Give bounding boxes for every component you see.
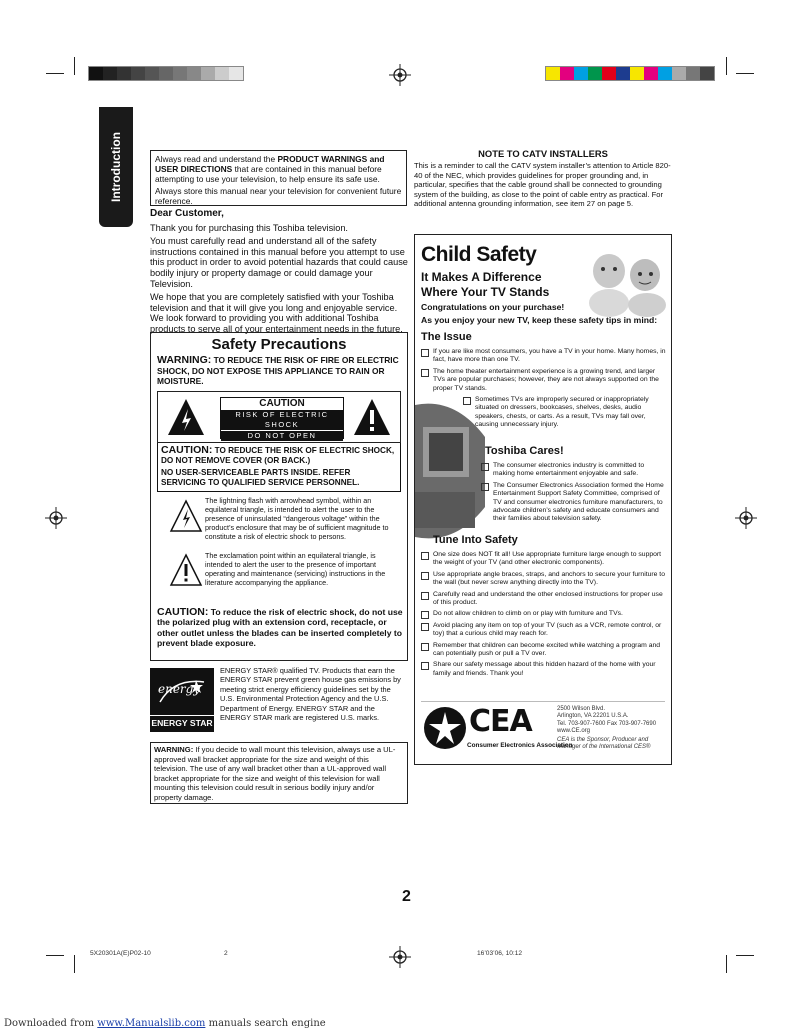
color-swatch — [215, 67, 229, 80]
wall-mount-warning-box: WARNING: If you decide to wall mount this television, always use a UL-approved wall bracket appropriate for the size and weight of this television. The use of any wall bracket other than a UL-approved wall bracket appropriate for the size and weight of this television for wall mounting this television could result in serious bodily injury and/or property damage. — [150, 742, 408, 804]
cares-item: The consumer electronics industry is committed to making home entertainment enjoyable and safe. — [481, 462, 667, 479]
polarized-plug-caution: CAUTION: To reduce the risk of electric shock, do not use the polarized plug with an extension cord, receptacle, or other outlet unless the blades can be inserted completely to prevent blade exposure. — [157, 606, 403, 649]
registration-mark-icon — [45, 507, 67, 529]
issue-title: The Issue — [421, 331, 472, 343]
tune-item: Remember that children can become excited while watching a program and can potentially push or pull a TV over. — [421, 642, 667, 659]
issue-list — [421, 348, 667, 433]
exclamation-description: The exclamation point within an equilateral triangle, is intended to alert the user to the presence of important operating and maintenance (servicing) instructions in the literature accompanying the appliance. — [205, 551, 386, 587]
color-swatch — [616, 67, 630, 80]
lightning-symbol-icon — [169, 499, 203, 533]
crop-mark — [726, 57, 727, 75]
energy-star-text: ENERGY STAR® qualified TV. Products that earn the ENERGY STAR prevent green house gas emissions by meeting strict energy efficiency guidelines set by the U.S. Environmental Protection Agency and the U.S. Department of Energy. ENERGY STAR and the ENERGY STAR mark are registered U.S. marks. — [220, 666, 401, 723]
download-line: Downloaded from www.Manualslib.com manuals search engine — [4, 1018, 326, 1029]
toshiba-cares-title: Toshiba Cares! — [485, 445, 564, 457]
crop-mark — [74, 955, 75, 973]
color-swatch — [686, 67, 700, 80]
color-swatch — [672, 67, 686, 80]
grayscale-bar — [88, 66, 244, 81]
warning-text: WARNING: TO REDUCE THE RISK OF FIRE OR ELECTRIC SHOCK, DO NOT EXPOSE THIS APPLIANCE TO RAIN OR MOISTURE. — [157, 354, 399, 387]
color-swatch — [630, 67, 644, 80]
catv-title: NOTE TO CATV INSTALLERS — [478, 148, 608, 159]
color-swatch — [117, 67, 131, 80]
crop-mark — [736, 955, 754, 956]
tune-list — [421, 551, 667, 681]
color-swatch — [602, 67, 616, 80]
color-swatch — [173, 67, 187, 80]
cea-name: Consumer Electronics Association — [467, 742, 573, 749]
paragraph: You must carefully read and understand all of the safety instructions contained in this manual before you attempt to use this product in order to avoid potential hazards that could cause bodily injury or property damage or could damage your Television. — [150, 236, 408, 289]
color-swatch — [644, 67, 658, 80]
color-swatch — [187, 67, 201, 80]
color-swatch — [103, 67, 117, 80]
crop-mark — [46, 73, 64, 74]
registration-mark-icon — [735, 507, 757, 529]
crop-mark — [74, 57, 75, 75]
cares-item: The Consumer Electronics Association formed the Home Entertainment Support Safety Committee, comprised of TV and consumer electronics furniture manufacturers, to advocate children’s safety and educate consumers and their families about television safety. — [481, 482, 667, 524]
crop-mark — [736, 73, 754, 74]
footer-code: 5X20301A(E)P02-10 — [90, 950, 151, 957]
caution-label: CAUTION RISK OF ELECTRIC SHOCK DO NOT OPEN — [220, 397, 344, 439]
crop-mark — [46, 955, 64, 956]
tune-item: Avoid placing any item on top of your TV (such as a VCR, remote control, or toy) that a curious child may reach for. — [421, 622, 667, 639]
color-swatch — [700, 67, 714, 80]
issue-item: The home theater entertainment experience is a growing trend, and larger TVs are popular purchases; however, they are not always supported on the proper TV stands. — [421, 368, 667, 393]
energy-star-section — [150, 666, 408, 738]
issue-item: Sometimes TVs are improperly secured or inappropriately situated on dressers, bookcases, shelves, desks, audio speakers, chests, or carts. As a result, TVs may fall over, causing unnecessary injury. — [463, 396, 667, 430]
color-swatch — [574, 67, 588, 80]
color-swatch — [159, 67, 173, 80]
energy-logo-script: energy — [158, 682, 201, 696]
safety-title: Safety Precautions — [211, 336, 347, 353]
enjoy-text: As you enjoy your new TV, keep these safety tips in mind: — [421, 315, 658, 325]
exclamation-warning-icon — [352, 397, 392, 437]
tune-item: One size does NOT fit all! Use appropriate furniture large enough to support the weight of your TV (and other electronic components). — [421, 551, 667, 568]
color-swatch — [145, 67, 159, 80]
cea-star-icon — [423, 706, 467, 750]
dear-customer-title: Dear Customer, — [150, 208, 224, 219]
color-swatch — [89, 67, 103, 80]
section-tab — [99, 107, 133, 227]
footer-date: 16’03’06, 10:12 — [477, 950, 523, 957]
safety-precautions-box — [150, 332, 408, 661]
catv-text: This is a reminder to call the CATV system installer’s attention to Article 820-40 of the NEC, which provides guidelines for proper grounding and, in particular, specifies that the cable ground shall be connected to grounding system of the building, as close to the point of cable entry as practical. For additional antenna grounding information, see item 27 on page 5. — [414, 161, 671, 209]
registration-mark-icon — [389, 64, 411, 86]
color-swatch — [229, 67, 243, 80]
energy-star-logo — [150, 668, 214, 732]
child-safety-subtitle: It Makes A Difference Where Your TV Stands — [421, 270, 550, 299]
color-swatch — [546, 67, 560, 80]
cea-logo-text: CEA — [469, 704, 532, 739]
intro-paragraph: Always read and understand the PRODUCT WARNINGS and USER DIRECTIONS that are contained in this manual before attempting to use your television, to help ensure its safe use. — [155, 154, 385, 184]
exclamation-symbol-icon — [169, 553, 203, 587]
child-safety-box — [414, 234, 672, 765]
color-swatch — [588, 67, 602, 80]
lightning-description: The lightning flash with arrowhead symbol, within an equilateral triangle, is intended to alert the user to the presence of uninsulated “dangerous voltage” within the product’s enclosure that may be of sufficient magnitude to constitute a risk of electric shock to persons. — [205, 496, 389, 541]
child-safety-title: Child Safety — [421, 243, 537, 266]
cares-list — [481, 462, 667, 527]
color-bar — [545, 66, 715, 81]
crop-mark — [726, 955, 727, 973]
tune-item: Use appropriate angle braces, straps, and anchors to secure your furniture to the wall (but never screw anything directly into the TV). — [421, 571, 667, 588]
footer-page: 2 — [224, 950, 228, 957]
tune-item: Share our safety message about this hidden hazard of the home with your family and friends. Thank you! — [421, 661, 667, 678]
manualslib-link[interactable]: www.Manualslib.com — [97, 1018, 206, 1029]
congrats-text: Congratulations on your purchase! — [421, 302, 565, 312]
intro-paragraph: Always store this manual near your television for convenient future reference. — [155, 186, 402, 206]
energy-logo-text: ENERGY STAR — [150, 715, 214, 728]
paragraph: We hope that you are completely satisfied with your Toshiba television and that it will give you long and enjoyable service. We look forward to providing you with additional Toshiba products to serve all of your entertainment needs in the future. — [150, 292, 403, 334]
tune-into-safety-title: Tune Into Safety — [433, 534, 518, 546]
tune-item: Do not allow children to climb on or play with furniture and TVs. — [421, 610, 667, 618]
dear-customer-section — [150, 209, 408, 335]
color-swatch — [560, 67, 574, 80]
paragraph: Thank you for purchasing this Toshiba television. — [150, 222, 348, 233]
color-swatch — [131, 67, 145, 80]
cea-address: 2500 Wilson Blvd. Arlington, VA 22201 U.S.A. Tel. 703-907-7600 Fax 703-907-7690 www.CE.org CEA is the Sponsor, Producer and Manager of the International CES® — [557, 706, 657, 751]
color-swatch — [201, 67, 215, 80]
registration-mark-icon — [389, 946, 411, 968]
cea-block — [421, 701, 665, 760]
tune-item: Carefully read and understand the other enclosed instructions for proper use of this product. — [421, 591, 667, 608]
caution-cover-box: CAUTION: TO REDUCE THE RISK OF ELECTRIC SHOCK, DO NOT REMOVE COVER (OR BACK.) NO USER-SERVICEABLE PARTS INSIDE. REFER SERVICING TO QUALIFIED SERVICE PERSONNEL. — [157, 443, 401, 492]
section-tab-label: Introduction — [109, 132, 123, 202]
babies-photo-icon — [583, 241, 671, 317]
caution-label-box — [157, 391, 401, 443]
color-swatch — [658, 67, 672, 80]
catv-note — [414, 148, 672, 209]
lightning-warning-icon — [166, 397, 206, 437]
issue-item: If you are like most consumers, you have a TV in your home. Many homes, in fact, have more than one TV. — [421, 348, 667, 365]
intro-notice-box — [150, 150, 407, 206]
page-number: 2 — [402, 888, 411, 905]
